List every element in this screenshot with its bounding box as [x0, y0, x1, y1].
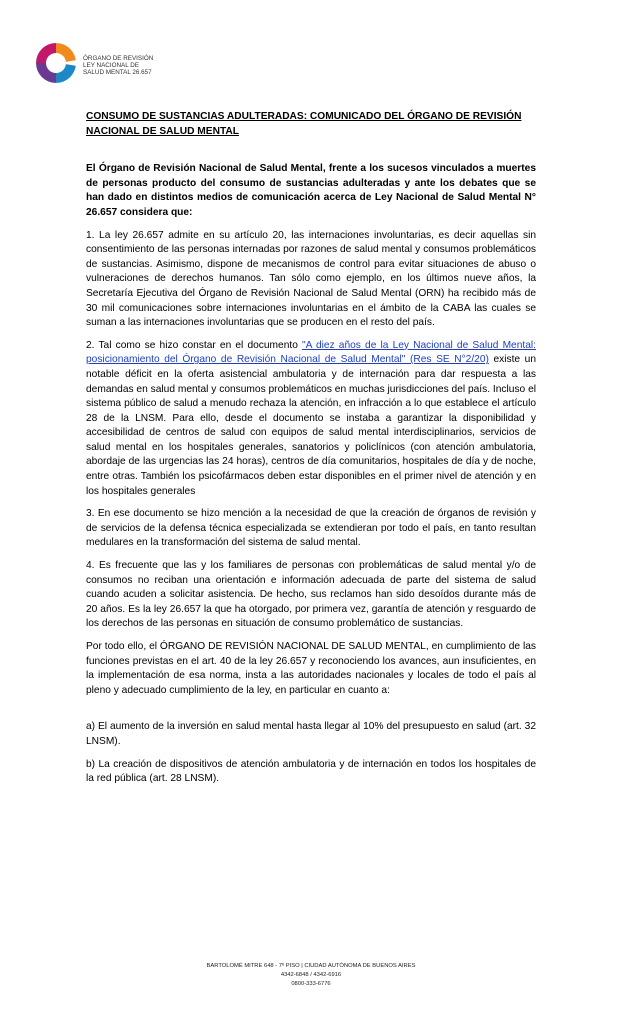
paragraph-3: 3. En ese documento se hizo mención a la necesidad de que la creación de órganos de revisión y de servicios de la defensa técnica especializada se extendieran por todo el país, en tanto resultan medulares en la transformación del sistema de salud mental.	[86, 508, 536, 549]
organization-logo	[33, 40, 79, 86]
document-reference-link[interactable]: "A diez años de la Ley Nacional de Salud Mental: posicionamiento del Órgano de Revisión Nacional de Salud Mental" (Res SE N°2/20)	[86, 339, 536, 366]
document-title: CONSUMO DE SUSTANCIAS ADULTERADAS: COMUNICADO DEL ÓRGANO DE REVISIÓN NACIONAL DE SALUD MENTAL	[86, 111, 522, 137]
paragraph-2-lead: 2. Tal como se hizo constar en el documento	[86, 339, 302, 351]
paragraph-1: 1. La ley 26.657 admite en su artículo 20, las internaciones involuntarias, es decir aquellas sin consentimiento de las personas internadas por razones de salud mental y consumos problemáticos de sustancias. Asimismo, dispone de mecanismos de control para evitar situaciones de abuso o vulneraciones de derechos humanos. Tan sólo como ejemplo, en los últimos nueve años, la Secretaría Ejecutiva del Órgano de Revisión Nacional de Salud Mental (ORN) ha recibido más de 30 mil comunicaciones sobre internaciones involuntarias en el ámbito de la CABA las cuales se suman a las internaciones involuntarias que se producen en el resto del país.	[86, 229, 536, 329]
paragraph-2-body: existe un notable déficit en la oferta asistencial ambulatoria y de internación para dar respuesta a las demandas en salud mental y consumos problemáticos en muchas jurisdicciones del país. Incluso el sistema público de salud a menudo rechaza la atención, en infracción a lo que establece el artículo 28 de la LNSM. Para ello, desde el documento se instaba a garantizar la disponibilidad y accesibilidad de centros de salud con equipos de salud mental interdisciplinarios, servicios de salud mental en los hospitales generales, sanatorios y policlínicos (con atención ambulatoria, abordaje de las urgencias las 24 horas), centros de día comunitarios, hospitales de día y de noche, entre otras. También los psicofármacos deben estar disponibles en el primer nivel de atención y en los hospitales generales	[86, 354, 537, 497]
footer-phones: 4342-6848 / 4342-6916	[280, 972, 342, 978]
footer-address: BARTOLOMÉ MITRE 648 - 7º PISO | CIUDAD AUTÓNOMA DE BUENOS AIRES	[206, 963, 416, 969]
paragraph-2	[86, 339, 536, 500]
intro-paragraph: El Órgano de Revisión Nacional de Salud Mental, frente a los sucesos vinculados a muertes de personas producto del consumo de sustancias adulteradas y ante los debates que se han dado en distintos medios de comunicación acerca de Ley Nacional de Salud Mental N° 26.657 considera que:	[86, 163, 536, 218]
page-footer	[0, 962, 622, 989]
document-body	[86, 110, 536, 795]
org-line-1: ÓRGANO DE REVISIÓN	[83, 55, 154, 62]
item-a: a) El aumento de la inversión en salud mental hasta llegar al 10% del presupuesto en salud (art. 32 LNSM).	[86, 721, 536, 747]
org-line-2: LEY NACIONAL DE	[83, 62, 139, 69]
organization-name	[83, 55, 153, 76]
footer-hotline: 0800-333-6776	[291, 981, 331, 987]
paragraph-5: Por todo ello, el ÓRGANO DE REVISIÓN NACIONAL DE SALUD MENTAL, en cumplimiento de las funciones previstas en el art. 40 de la ley 26.657 y reconociendo los avances, aun insuficientes, en la implementación de esa norma, insta a las autoridades nacionales y locales de todo el país al pleno y adecuado cumplimiento de la ley, en particular en cuanto a:	[86, 641, 536, 696]
item-b: b) La creación de dispositivos de atención ambulatoria y de internación en todos los hospitales de la red pública (art. 28 LNSM).	[86, 758, 536, 785]
paragraph-4: 4. Es frecuente que las y los familiares de personas con problemáticas de salud mental y/o de consumos no reciban una orientación e información adecuada de parte del sistema de salud cuando acuden a solicitar asistencia. De hecho, sus reclamos han sido desoídos durante más de 20 años. Es la ley 26.657 la que ha otorgado, por primera vez, garantía de atención y resguardo de los derechos de las personas en situación de consumo problemático de sustancias.	[86, 560, 536, 630]
org-line-3: SALUD MENTAL 26.657	[83, 69, 152, 76]
